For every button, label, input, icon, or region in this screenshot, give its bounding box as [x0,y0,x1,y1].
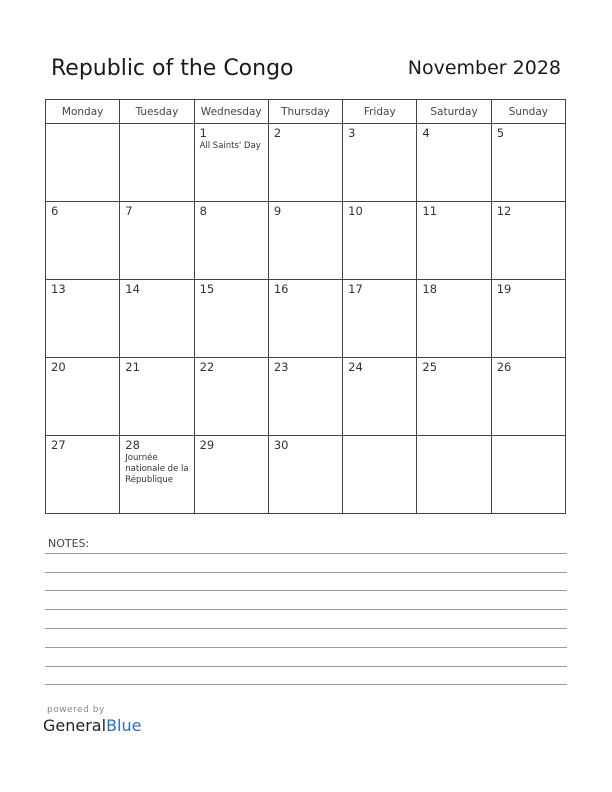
day-number: 17 [348,282,363,296]
day-number: 29 [199,438,215,452]
day-cell [268,436,342,514]
weekday-header: Sunday [491,100,565,124]
note-line [45,647,567,648]
day-cell [343,124,417,202]
note-line [45,628,567,629]
day-cell [343,436,417,514]
generalblue-logo [43,716,141,735]
day-number: 12 [496,204,512,218]
week-row [46,358,566,436]
note-line [45,684,567,685]
weekday-header: Saturday [417,100,491,124]
day-cell [120,358,194,436]
day-cell [46,280,120,358]
day-number: 25 [422,360,438,374]
day-number: 18 [422,282,438,296]
calendar-country-title: Republic of the Congo [51,56,294,81]
calendar-grid [45,99,566,514]
day-number: 3 [348,126,356,140]
note-line [45,590,567,591]
day-cell [194,202,268,280]
day-cell [343,358,417,436]
notes-label: NOTES: [48,537,90,550]
day-number: 19 [496,282,512,296]
note-line [45,572,567,573]
day-cell [491,358,565,436]
weekday-header: Friday [343,100,417,124]
day-cell [120,436,194,514]
day-cell [194,280,268,358]
day-number: 21 [125,360,140,374]
day-cell [491,202,565,280]
logo-general-text: General [43,716,107,735]
day-cell [417,436,491,514]
day-cell [120,280,194,358]
holiday-label: All Saints' Day [199,141,261,151]
day-cell [417,124,491,202]
day-number: 6 [51,204,59,218]
day-cell [194,436,268,514]
day-number: 22 [199,360,215,374]
day-number: 30 [273,438,289,452]
powered-by-text: powered by [47,705,105,715]
day-cell [120,202,194,280]
weekday-header: Wednesday [194,100,268,124]
day-number: 9 [273,204,282,218]
calendar-month-title: November 2028 [407,57,561,79]
logo-blue-text: Blue [106,716,142,735]
day-number: 26 [496,360,512,374]
day-cell [343,280,417,358]
day-number: 27 [51,438,66,452]
day-number: 28 [125,438,140,452]
week-row [46,124,566,202]
weekday-header-row [46,100,566,124]
day-cell [491,124,565,202]
day-number: 24 [348,360,363,374]
day-cell [46,124,120,202]
day-cell [194,358,268,436]
weekday-header: Tuesday [120,100,194,124]
day-number: 7 [125,204,133,218]
day-number: 23 [273,360,289,374]
day-cell [120,124,194,202]
day-cell [268,202,342,280]
week-row [46,436,566,514]
day-number: 20 [51,360,66,374]
day-number: 13 [51,282,66,296]
day-cell [268,280,342,358]
day-cell [194,124,268,202]
day-number: 1 [199,126,207,140]
day-cell [417,358,491,436]
day-number: 14 [125,282,140,296]
day-cell [343,202,417,280]
holiday-label: Journée nationale de la République [125,453,189,485]
week-row [46,280,566,358]
day-cell [491,436,565,514]
day-cell [417,202,491,280]
day-number: 4 [422,126,430,140]
day-cell [46,202,120,280]
note-line [45,666,567,667]
day-number: 11 [422,204,438,218]
day-cell [268,124,342,202]
day-cell [491,280,565,358]
day-cell [46,358,120,436]
day-cell [268,358,342,436]
day-cell [417,280,491,358]
week-row [46,202,566,280]
note-line [45,553,567,554]
day-cell [46,436,120,514]
day-number: 16 [273,282,289,296]
day-number: 8 [199,204,207,218]
day-number: 10 [348,204,363,218]
day-number: 15 [199,282,215,296]
weekday-header: Thursday [268,100,342,124]
day-number: 2 [273,126,282,140]
weekday-header: Monday [46,100,120,124]
day-number: 5 [496,126,505,140]
note-line [45,609,567,610]
